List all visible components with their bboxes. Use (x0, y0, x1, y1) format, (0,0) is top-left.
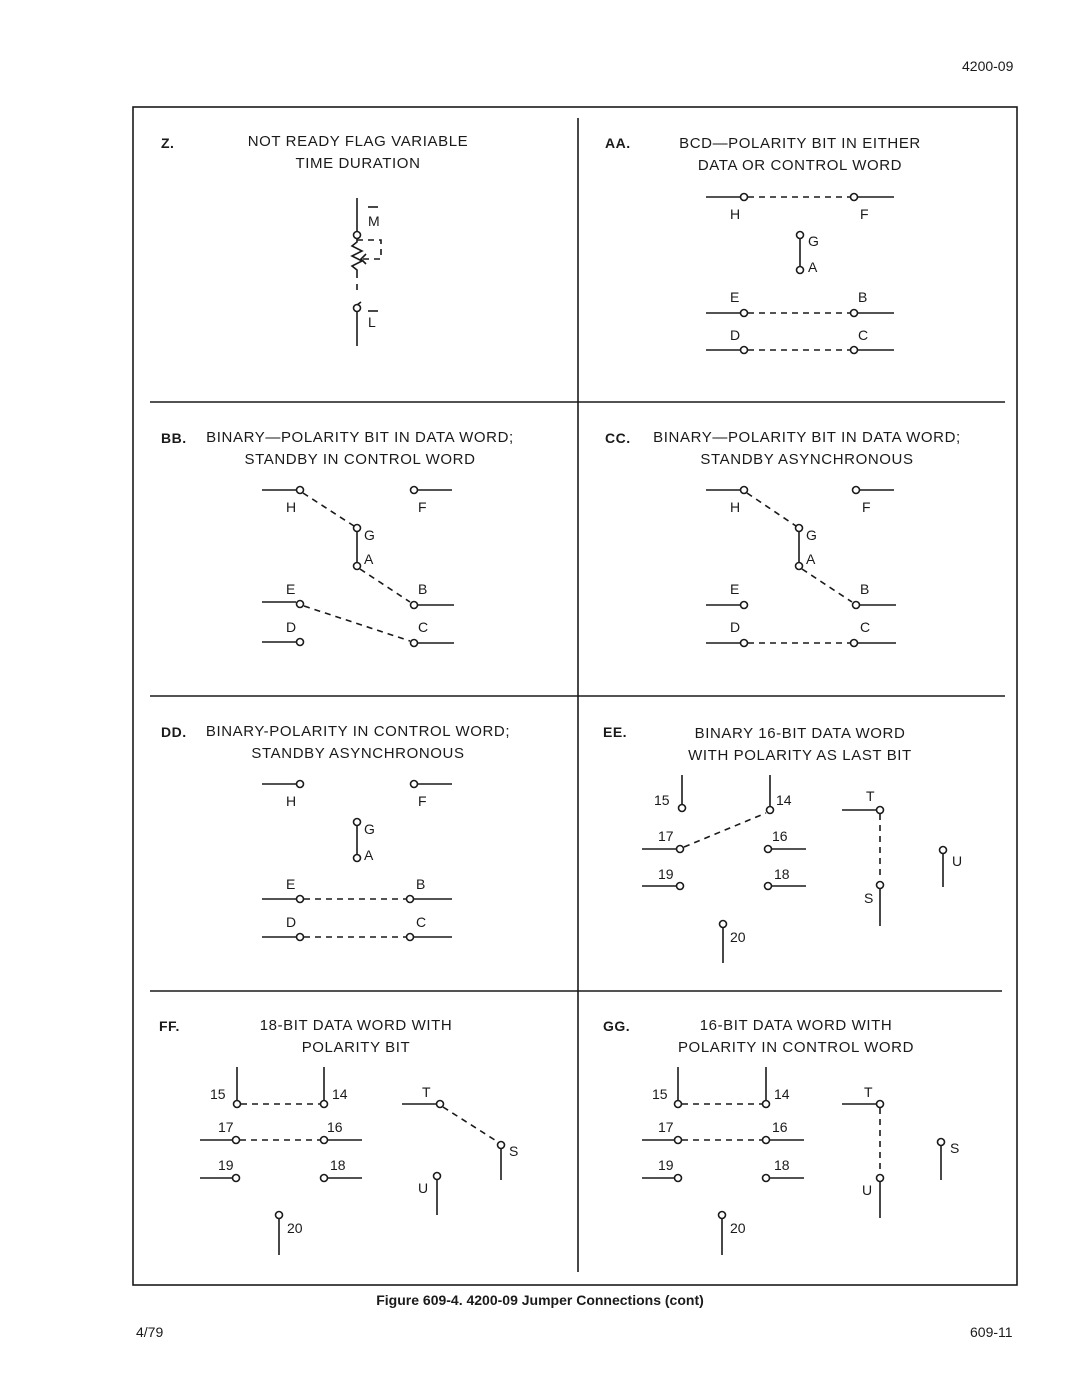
panel-ff-title (206, 1015, 506, 1059)
panel-ee-letter: EE. (603, 724, 628, 740)
panel-ff-label-t: T (422, 1084, 431, 1100)
panel-bb-diagram (256, 478, 466, 658)
panel-bb-label-e: E (286, 581, 296, 597)
panel-gg-label-15: 15 (652, 1086, 668, 1102)
panel-ee-label-20: 20 (730, 929, 746, 945)
panel-gg-label-14: 14 (774, 1086, 790, 1102)
panel-gg-letter: GG. (603, 1018, 631, 1034)
panel-dd-title (188, 721, 528, 765)
panel-z-title-line2: TIME DURATION (295, 155, 421, 172)
footer-date: 4/79 (136, 1324, 164, 1340)
panel-gg-label-t: T (864, 1084, 873, 1100)
panel-ee-label-15: 15 (654, 792, 670, 808)
panel-ee-title (650, 723, 950, 767)
panel-dd-label-f: F (418, 793, 427, 809)
panel-ff-label-14: 14 (332, 1086, 348, 1102)
panel-z-label-m: M (368, 213, 380, 229)
panel-cc-letter: CC. (605, 430, 631, 446)
panel-cc-label-f: F (862, 499, 871, 515)
panel-dd-label-a: A (364, 847, 374, 863)
panel-cc-title-line2: STANDBY ASYNCHRONOUS (700, 451, 914, 468)
panel-aa-label-e: E (730, 289, 740, 305)
panel-ff-label-15: 15 (210, 1086, 226, 1102)
panel-cc-diagram (700, 478, 910, 658)
panel-gg-title-line2: POLARITY IN CONTROL WORD (677, 1039, 915, 1056)
panel-z-letter: Z. (161, 135, 175, 151)
panel-aa-label-c: C (858, 327, 869, 343)
panel-aa-label-b: B (858, 289, 868, 305)
panel-ff-label-18: 18 (330, 1157, 346, 1173)
panel-ee-label-16: 16 (772, 828, 788, 844)
panel-ff-title-line1: 18-BIT DATA WORD WITH (259, 1017, 453, 1034)
panel-ee-label-14: 14 (776, 792, 792, 808)
panel-bb-label-a: A (364, 551, 374, 567)
panel-z-title (178, 131, 538, 175)
panel-ee-label-s: S (864, 890, 874, 906)
panel-gg-label-20: 20 (730, 1220, 746, 1236)
panel-ee-title-line1: BINARY 16-BIT DATA WORD (694, 725, 906, 742)
panel-z-diagram (300, 190, 440, 360)
panel-ff-label-u: U (418, 1180, 429, 1196)
panel-ee-label-19: 19 (658, 866, 674, 882)
panel-ff-diagram (190, 1062, 540, 1262)
panel-dd-label-h: H (286, 793, 297, 809)
panel-dd-label-g: G (364, 821, 375, 837)
panel-bb-label-f: F (418, 499, 427, 515)
panel-ff-label-s: S (509, 1143, 519, 1159)
panel-bb-title-line2: STANDBY IN CONTROL WORD (244, 451, 476, 468)
panel-gg-label-18: 18 (774, 1157, 790, 1173)
panel-cc-title-line1: BINARY—POLARITY BIT IN DATA WORD; (653, 429, 961, 446)
panel-ff-label-16: 16 (327, 1119, 343, 1135)
panel-gg-label-19: 19 (658, 1157, 674, 1173)
document-number: 4200-09 (962, 58, 1014, 74)
panel-cc-label-g: G (806, 527, 817, 543)
panel-aa-label-f: F (860, 206, 869, 222)
panel-ff-label-19: 19 (218, 1157, 234, 1173)
panel-cc-label-h: H (730, 499, 741, 515)
panel-gg-diagram (630, 1062, 980, 1262)
panel-dd-title-line2: STANDBY ASYNCHRONOUS (251, 745, 465, 762)
panel-aa-title-line1: BCD—POLARITY BIT IN EITHER (679, 135, 921, 152)
panel-cc-label-d: D (730, 619, 741, 635)
panel-dd-diagram (256, 772, 466, 952)
panel-cc-label-a: A (806, 551, 816, 567)
panel-dd-label-c: C (416, 914, 427, 930)
panel-gg-label-s: S (950, 1140, 960, 1156)
panel-dd-label-b: B (416, 876, 426, 892)
panel-bb-label-h: H (286, 499, 297, 515)
panel-gg-title (636, 1015, 956, 1059)
panel-aa-title-line2: DATA OR CONTROL WORD (697, 157, 903, 174)
panel-ff-label-20: 20 (287, 1220, 303, 1236)
panel-cc-label-c: C (860, 619, 871, 635)
panel-ee-diagram (630, 770, 980, 970)
panel-aa-diagram (700, 185, 910, 365)
panel-ee-label-t: T (866, 788, 875, 804)
panel-z-label-l: L (368, 314, 376, 330)
panel-cc-label-e: E (730, 581, 740, 597)
panel-bb-label-d: D (286, 619, 297, 635)
panel-bb-title-line1: BINARY—POLARITY BIT IN DATA WORD; (206, 429, 514, 446)
panel-bb-title (185, 427, 535, 471)
panel-aa-letter: AA. (605, 135, 631, 151)
panel-gg-label-17: 17 (658, 1119, 674, 1135)
panel-dd-label-d: D (286, 914, 297, 930)
footer-page-number: 609-11 (970, 1324, 1013, 1340)
panel-bb-label-g: G (364, 527, 375, 543)
panel-dd-letter: DD. (161, 724, 187, 740)
panel-aa-label-h: H (730, 206, 741, 222)
panel-z-title-line1: NOT READY FLAG VARIABLE (247, 133, 469, 150)
panel-ee-label-17: 17 (658, 828, 674, 844)
panel-cc-label-b: B (860, 581, 870, 597)
panel-bb-label-c: C (418, 619, 429, 635)
panel-ee-label-18: 18 (774, 866, 790, 882)
panel-dd-title-line1: BINARY-POLARITY IN CONTROL WORD; (205, 723, 511, 740)
panel-aa-label-a: A (808, 259, 818, 275)
panel-ff-label-17: 17 (218, 1119, 234, 1135)
panel-aa-label-g: G (808, 233, 819, 249)
panel-aa-title (620, 133, 980, 177)
panel-ee-label-u: U (952, 853, 963, 869)
panel-aa-label-d: D (730, 327, 741, 343)
panel-ff-letter: FF. (159, 1018, 180, 1034)
panel-bb-label-b: B (418, 581, 428, 597)
panel-dd-label-e: E (286, 876, 296, 892)
panel-ee-title-line2: WITH POLARITY AS LAST BIT (688, 747, 912, 764)
panel-cc-title (632, 427, 982, 471)
panel-ff-title-line2: POLARITY BIT (301, 1039, 411, 1056)
panel-gg-label-16: 16 (772, 1119, 788, 1135)
panel-bb-letter: BB. (161, 430, 187, 446)
panel-gg-title-line1: 16-BIT DATA WORD WITH (699, 1017, 893, 1034)
panel-gg-label-u: U (862, 1182, 873, 1198)
figure-caption: Figure 609-4. 4200-09 Jumper Connections (cont) (376, 1292, 704, 1308)
